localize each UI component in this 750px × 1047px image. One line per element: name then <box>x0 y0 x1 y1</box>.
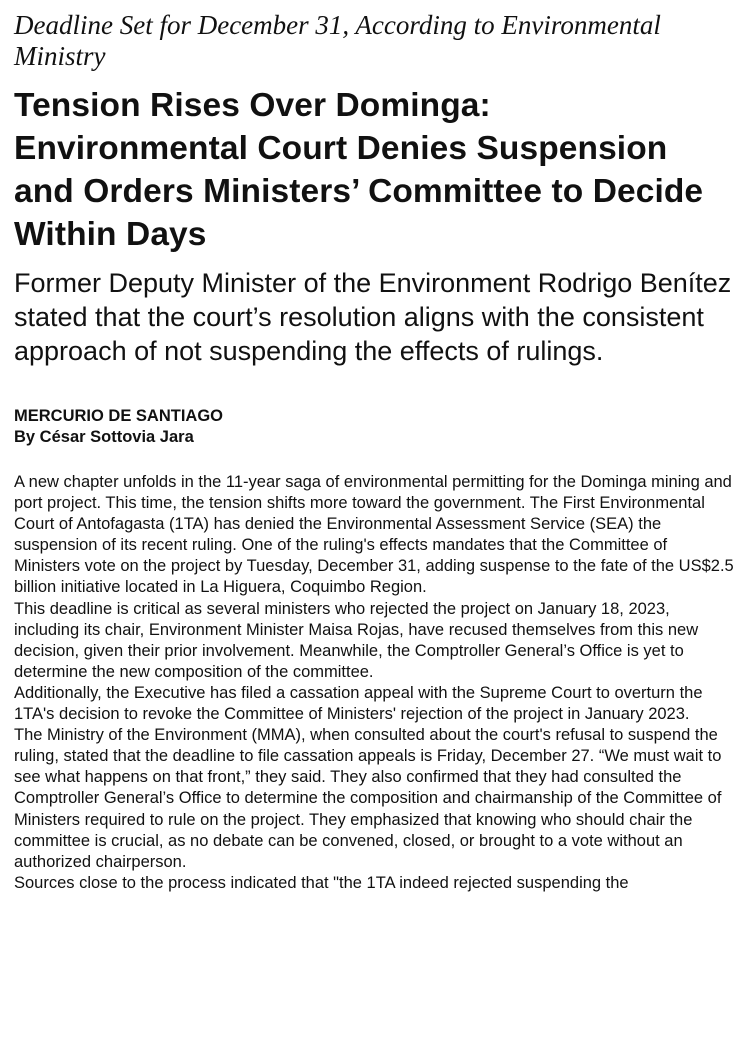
article-headline: Tension Rises Over Dominga: Environmental Court Denies Suspension and Orders Ministers’ Committee to Decide Within Days <box>14 87 704 253</box>
article-kicker: Deadline Set for December 31, According to Environmental Ministry <box>14 10 661 71</box>
source-name: MERCURIO DE SANTIAGO <box>14 407 224 425</box>
body-paragraph: The Ministry of the Environment (MMA), when consulted about the court's refusal to suspend the ruling, stated that the deadline to file cassation appeals is Friday, December 27. “We must wait to see what happens on that front,” they said. They also confirmed that they had consulted the Comptroller General’s Office to determine the composition and chairmanship of the Committee of Ministers required to rule on the project. They emphasized that knowing who should chair the committee is crucial, as no debate can be convened, closed, or brought to a vote without an authorized chairperson. <box>14 726 722 871</box>
body-paragraph: Additionally, the Executive has filed a cassation appeal with the Supreme Court to overturn the 1TA's decision to revoke the Committee of Ministers' rejection of the project in January 2023. <box>14 683 703 724</box>
body-paragraph: This deadline is critical as several ministers who rejected the project on January 18, 2023, including its chair, Environment Minister Maisa Rojas, have recused themselves from this new decision, given their prior involvement. Meanwhile, the Comptroller General’s Office is yet to determine the new composition of the committee. <box>14 599 699 681</box>
body-paragraph: Sources close to the process indicated that "the 1TA indeed rejected suspending the <box>14 873 629 892</box>
article-body <box>14 472 734 894</box>
byline-block <box>14 406 734 448</box>
body-paragraph: A new chapter unfolds in the 11-year saga of environmental permitting for the Dominga mining and port project. This time, the tension shifts more toward the government. The First Environmental Court of Antofagasta (1TA) has denied the Environmental Assessment Service (SEA) the suspension of its recent ruling. One of the ruling's effects mandates that the Committee of Ministers vote on the project by Tuesday, December 31, adding suspense to the fate of the US$2.5 billion initiative located in La Higuera, Coquimbo Region. <box>14 473 734 597</box>
author-byline: By César Sottovia Jara <box>14 428 194 446</box>
article-dek: Former Deputy Minister of the Environment Rodrigo Benítez stated that the court’s resolution aligns with the consistent approach of not suspending the effects of rulings. <box>14 268 732 366</box>
